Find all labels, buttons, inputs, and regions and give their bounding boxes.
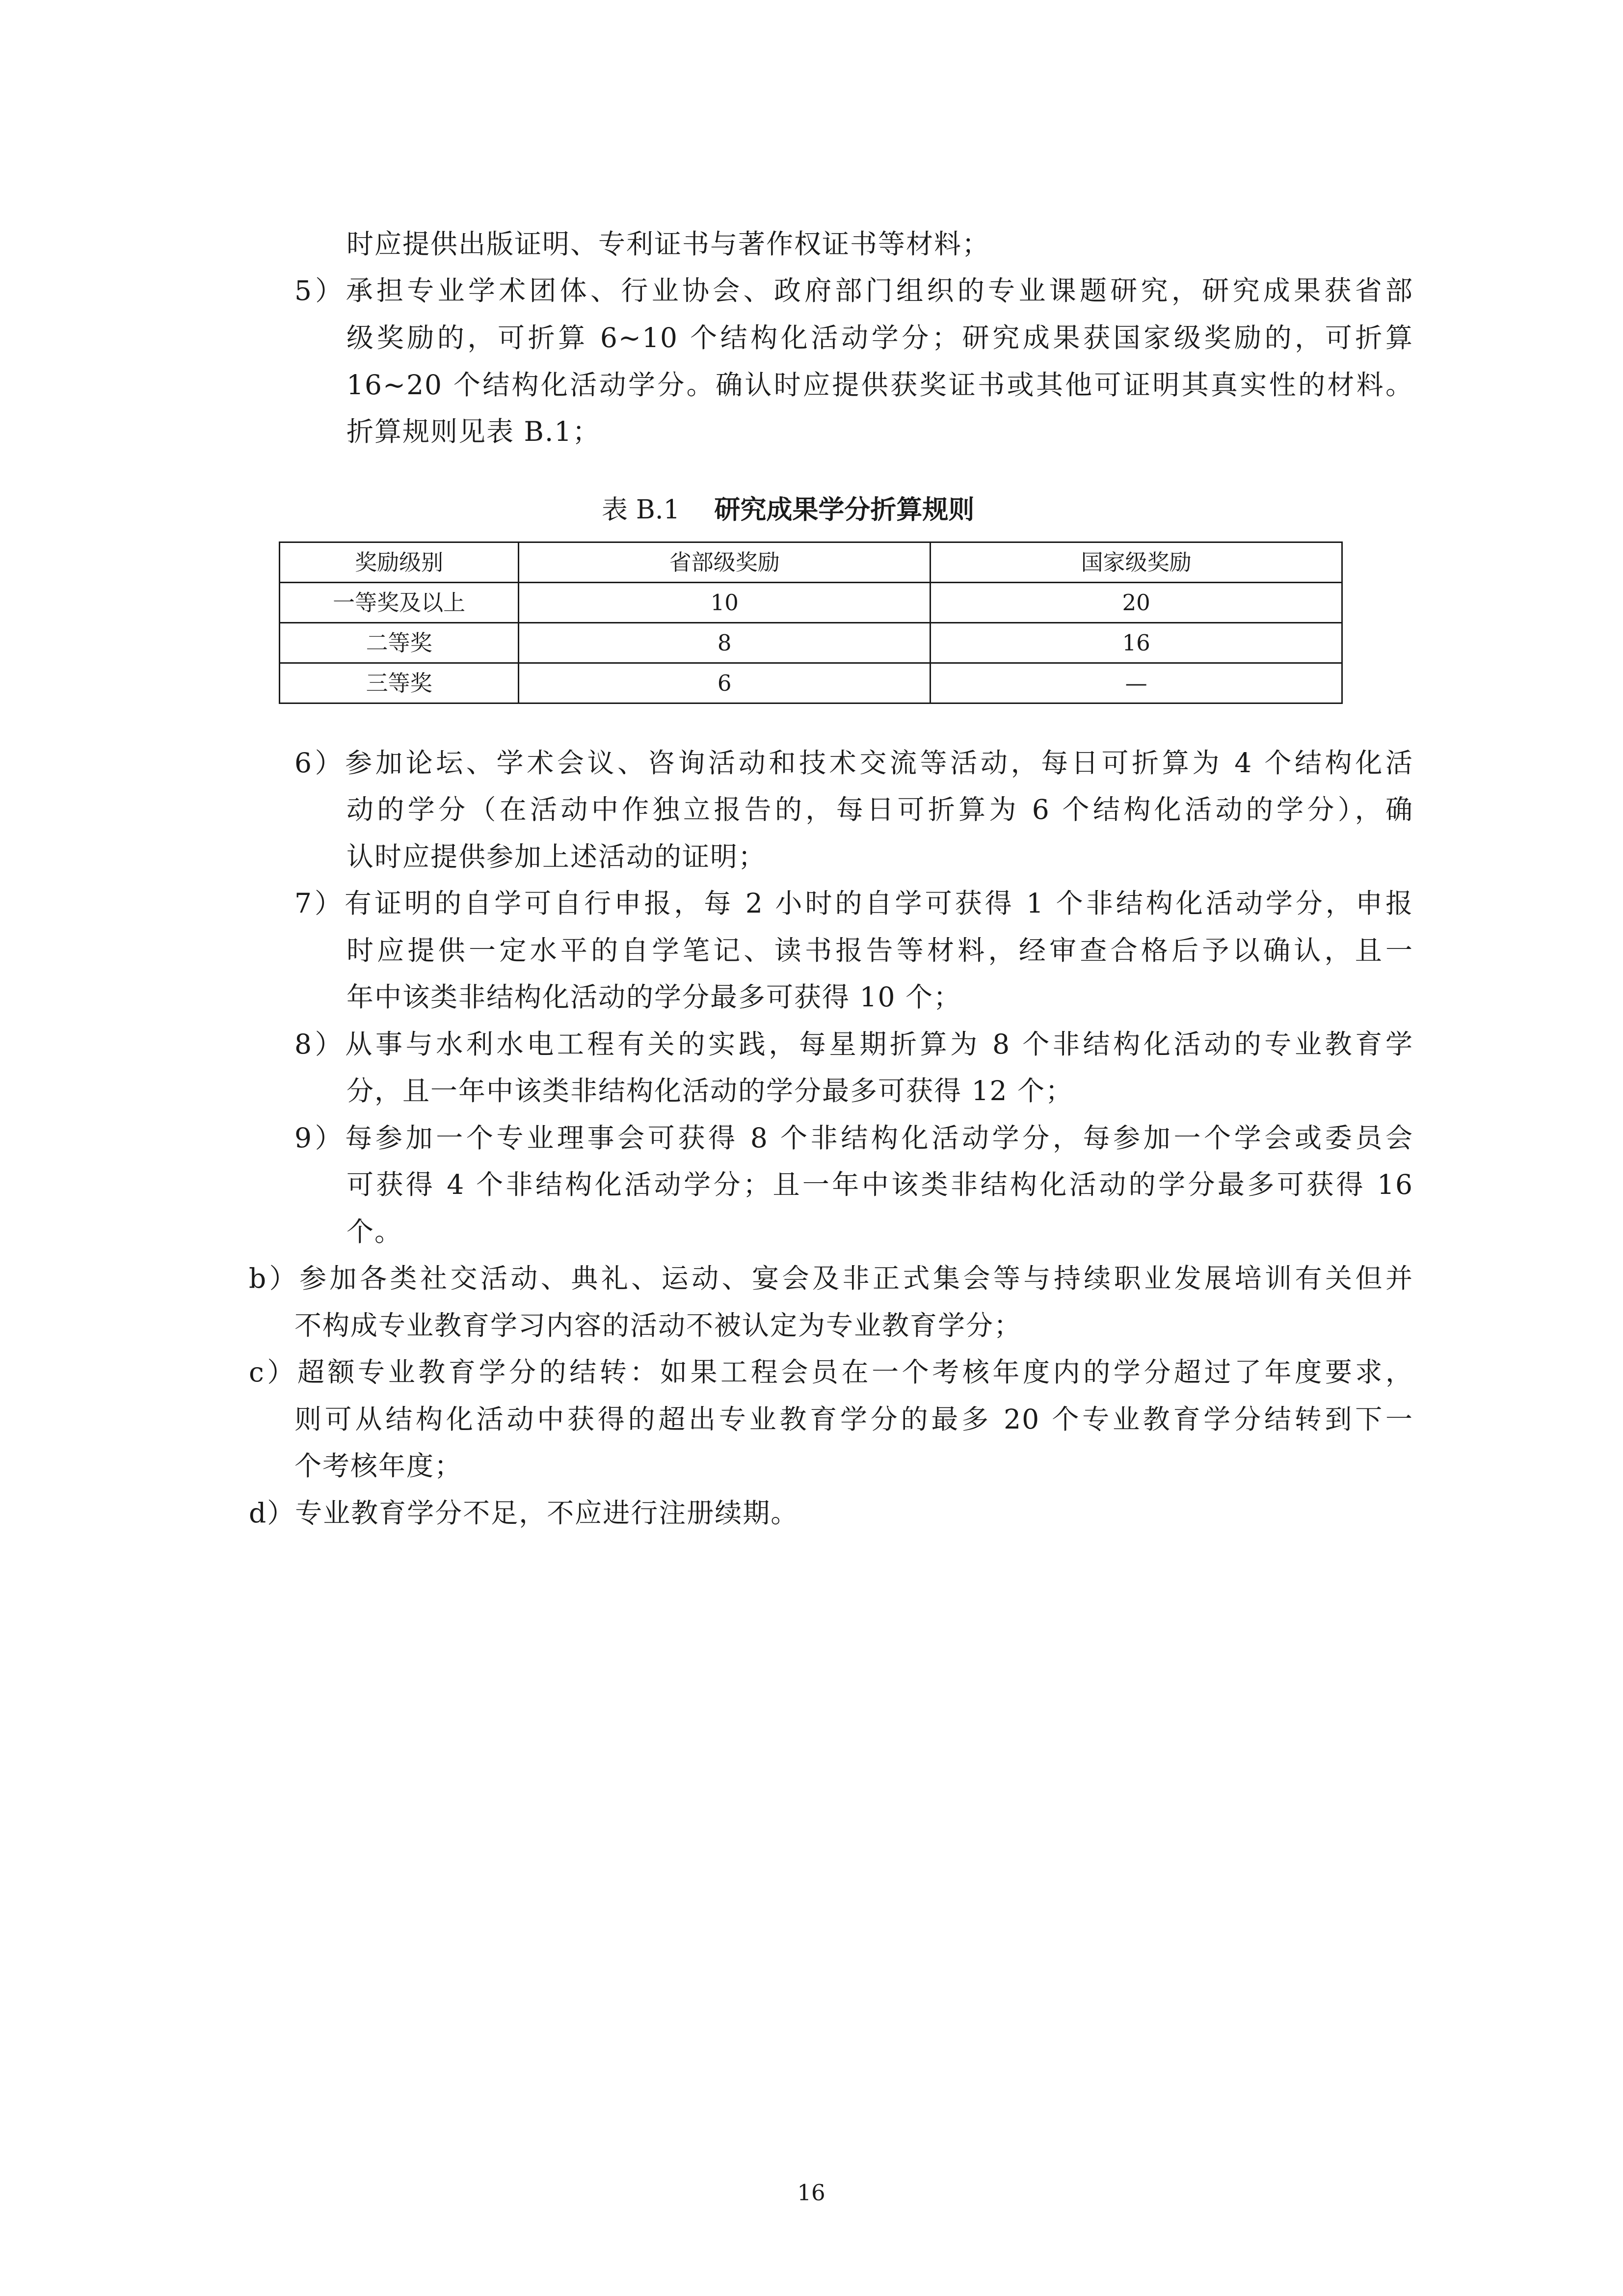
item-6-line-1: 6）参加论坛、学术会议、咨询活动和技术交流等活动，每日可折算为 4 个结构化活 xyxy=(294,747,1413,779)
item-5-line-4: 折算规则见表 B.1； xyxy=(346,416,601,447)
item-c-line-3: 个考核年度； xyxy=(294,1450,463,1482)
item-8-line-2: 分，且一年中该类非结构化活动的学分最多可获得 12 个； xyxy=(346,1075,1073,1107)
item-b-line-1: b）参加各类社交活动、典礼、运动、宴会及非正式集会等与持续职业发展培训有关但并 xyxy=(249,1263,1413,1294)
item-b-line-2: 不构成专业教育学习内容的活动不被认定为专业教育学分； xyxy=(294,1310,1022,1341)
item-c-line-2: 则可从结构化活动中获得的超出专业教育学分的最多 20 个专业教育学分结转到下一 xyxy=(294,1404,1413,1435)
table-cell: 10 xyxy=(519,583,931,623)
page-number: 16 xyxy=(797,2180,825,2206)
table-row xyxy=(280,623,1342,663)
table-header-cell: 省部级奖励 xyxy=(519,542,931,583)
table-caption xyxy=(602,492,1063,527)
item-7-line-2: 时应提供一定水平的自学笔记、读书报告等材料，经审查合格后予以确认，且一 xyxy=(346,935,1413,966)
table-header-cell: 奖励级别 xyxy=(280,542,519,583)
table-cell: 20 xyxy=(931,583,1342,623)
item-8-line-1: 8）从事与水利水电工程有关的实践，每星期折算为 8 个非结构化活动的专业教育学 xyxy=(294,1028,1413,1060)
table-caption-number: 表 B.1 xyxy=(602,495,680,525)
item-c-line-1: c）超额专业教育学分的结转：如果工程会员在一个考核年度内的学分超过了年度要求， xyxy=(249,1356,1413,1388)
credit-conversion-table xyxy=(279,541,1343,704)
item-5-line-3: 16~20 个结构化活动学分。确认时应提供获奖证书或其他可证明其真实性的材料。 xyxy=(346,369,1413,401)
item-5-line-2: 级奖励的，可折算 6~10 个结构化活动学分；研究成果获国家级奖励的，可折算 xyxy=(346,322,1413,353)
table-cell: — xyxy=(931,663,1342,703)
table-header-row xyxy=(280,542,1342,583)
paragraph-continuation: 时应提供出版证明、专利证书与著作权证书等材料； xyxy=(346,228,990,260)
item-9-line-1: 9）每参加一个专业理事会可获得 8 个非结构化活动学分，每参加一个学会或委员会 xyxy=(294,1122,1413,1154)
item-5-line-1: 5）承担专业学术团体、行业协会、政府部门组织的专业课题研究，研究成果获省部 xyxy=(294,275,1413,306)
item-7-line-3: 年中该类非结构化活动的学分最多可获得 10 个； xyxy=(346,981,961,1013)
table-cell: 二等奖 xyxy=(280,623,519,663)
item-7-line-1: 7）有证明的自学可自行申报，每 2 小时的自学可获得 1 个非结构化活动学分，申报 xyxy=(294,888,1413,919)
table-caption-title: 研究成果学分折算规则 xyxy=(714,494,975,525)
item-9-line-2: 可获得 4 个非结构化活动学分；且一年中该类非结构化活动的学分最多可获得 16 xyxy=(346,1169,1413,1200)
table-cell: 8 xyxy=(519,623,931,663)
item-6-line-2: 动的学分（在活动中作独立报告的，每日可折算为 6 个结构化活动的学分），确 xyxy=(346,794,1413,825)
table-cell: 一等奖及以上 xyxy=(280,583,519,623)
table-cell: 16 xyxy=(931,623,1342,663)
table-cell: 6 xyxy=(519,663,931,703)
item-d-line-1: d）专业教育学分不足，不应进行注册续期。 xyxy=(249,1497,799,1529)
table-row xyxy=(280,583,1342,623)
item-9-line-3: 个。 xyxy=(346,1216,403,1247)
item-6-line-3: 认时应提供参加上述活动的证明； xyxy=(346,841,767,872)
table-header-cell: 国家级奖励 xyxy=(931,542,1342,583)
table-cell: 三等奖 xyxy=(280,663,519,703)
table-row xyxy=(280,663,1342,703)
